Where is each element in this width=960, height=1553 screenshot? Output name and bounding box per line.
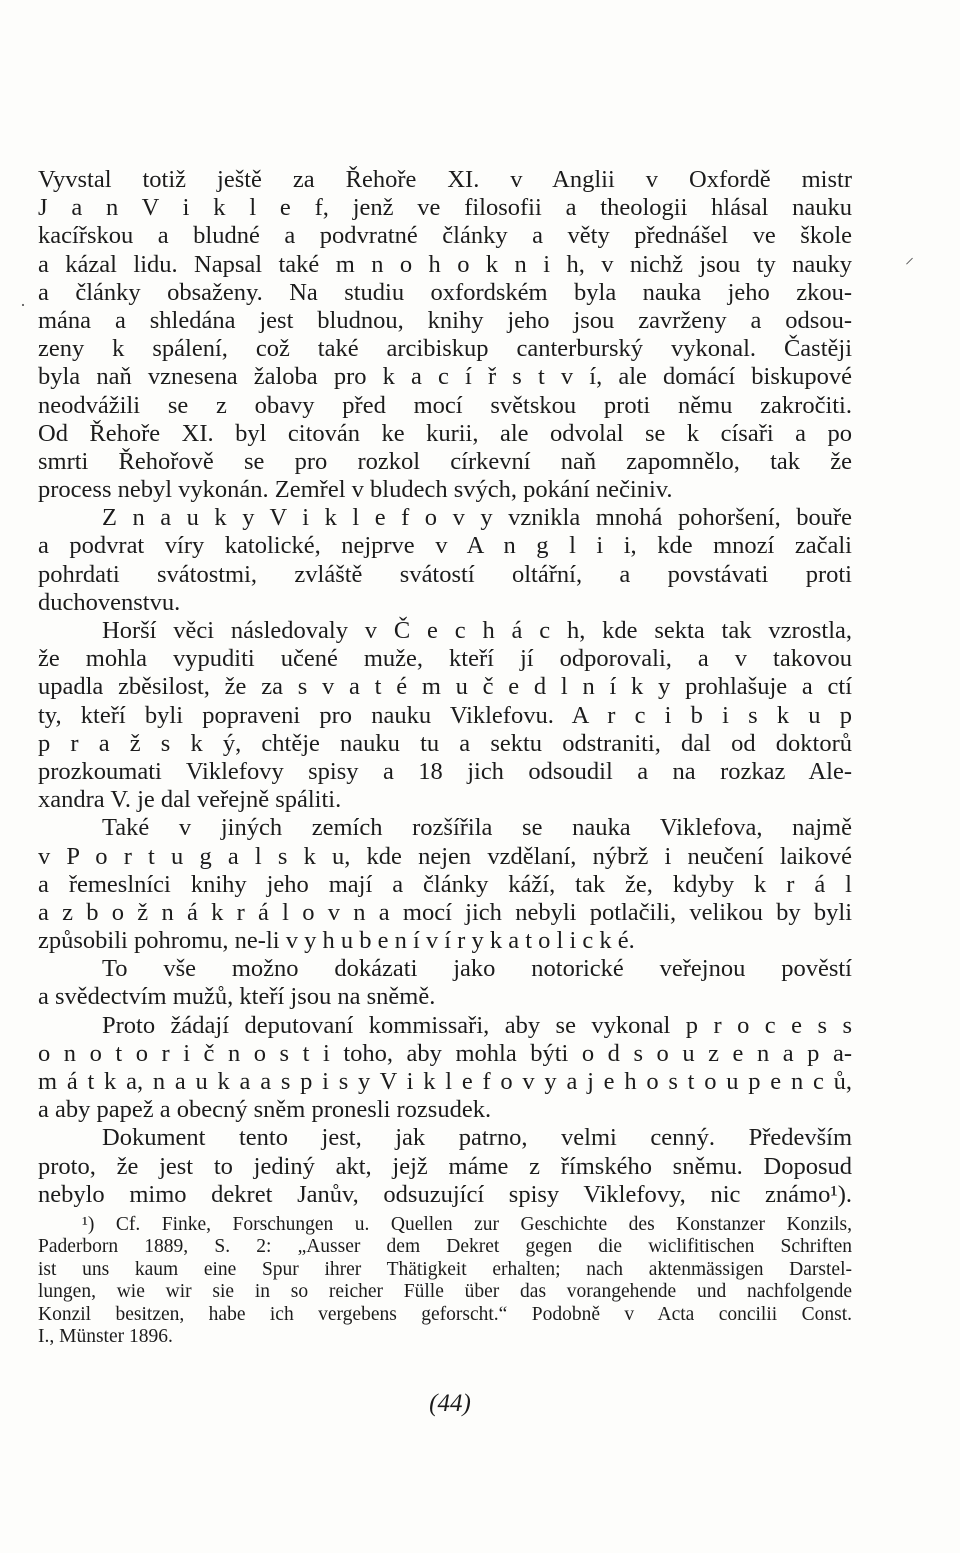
text-line: a z b o ž n á k r á l o v n a mocí jich nebyli potlačili, velikou by byli: [38, 898, 852, 926]
text-line: upadla zběsilost, že za s v a t é m u č e d l n í k y prohlašuje a ctí: [38, 673, 852, 701]
margin-mark: ⸝: [905, 247, 914, 267]
text-line: a kázal lidu. Napsal také m n o h o k n i h, v nichž jsou ty nauky: [38, 250, 852, 278]
text-line: byla naň vznesena žaloba pro k a c í ř s t v í, ale domácí biskupové: [38, 363, 852, 391]
footnote: [38, 1214, 852, 1348]
text-line: a svědectvím mužů, kteří jsou na sněmě.: [38, 983, 436, 1011]
text-line: o n o t o r i č n o s t i toho, aby mohla býti o d s o u z e n a p a-: [38, 1039, 852, 1067]
text-line: nebylo mimo dekret Janův, odsuzující spisy Viklefovy, nic známo¹).: [38, 1180, 852, 1208]
text-line: způsobili pohromu, ne-li v y h u b e n í v í r y k a t o l i c k é.: [38, 927, 635, 955]
text-line: že mohla vypuditi učené muže, kteří jí odporovali, a v takovou: [38, 645, 852, 673]
text-line: To vše možno dokázati jako notorické veřejnou pověstí: [102, 955, 852, 983]
footnote-line: ist uns kaum eine Spur ihrer Thätigkeit erhalten; nach aktenmässigen Darstel-: [38, 1258, 852, 1280]
text-line: Z n a u k y V i k l e f o v y vznikla mnohá pohoršení, bouře: [102, 504, 852, 532]
text-line: process nebyl vykonán. Zemřel v bludech svých, pokání nečiniv.: [38, 476, 673, 504]
text-line: ty, kteří byli popraveni pro nauku Viklefovu. A r c i b i s k u p: [38, 701, 852, 729]
margin-mark: ·: [20, 295, 26, 315]
text-line: zeny k spálení, což také arcibiskup canterburský vykonal. Častěji: [38, 335, 852, 363]
text-line: xandra V. je dal veřejně spáliti.: [38, 786, 342, 814]
text-line: Vyvstal totiž ještě za Řehoře XI. v Anglii v Oxfordě mistr: [38, 166, 852, 193]
text-line: proto, že jest to jediný akt, jejž máme z římského sněmu. Doposud: [38, 1152, 852, 1180]
text-line: Od Řehoře XI. byl citován ke kurii, ale odvolal se k císaři a po: [38, 419, 852, 447]
text-line: Také v jiných zemích rozšířila se nauka Viklefova, najmě: [102, 814, 852, 842]
page-number: (44): [429, 1390, 471, 1417]
footnote-line: ¹) Cf. Finke, Forschungen u. Quellen zur Geschichte des Konstanzer Konzils,: [82, 1214, 852, 1235]
text-line: smrti Řehořově se pro rozkol církevní naň zapomnělo, tak že: [38, 447, 852, 475]
text-line: duchovenstvu.: [38, 588, 181, 616]
text-line: neodvážili se z obavy před mocí světskou proti němu zakročiti.: [38, 391, 852, 419]
footnote-line: Paderborn 1889, S. 2: „Ausser dem Dekret gegen die wiclifitischen Schriften: [38, 1236, 852, 1258]
text-line: a řemeslníci knihy jeho mají a články káží, tak že, kdyby k r á l: [38, 870, 852, 898]
text-line: Horší věci následovaly v Č e c h á c h, kde sekta tak vzrostla,: [102, 617, 852, 644]
text-line: J a n V i k l e f, jenž ve filosofii a theologii hlásal nauku: [38, 194, 852, 222]
text-line: p r a ž s k ý, chtěje nauku tu a sektu odstraniti, dal od doktorů: [38, 729, 852, 757]
main-text: [38, 166, 852, 1209]
footnote-line: I., Münster 1896.: [38, 1325, 173, 1347]
text-line: mána a shledána jest bludnou, knihy jeho jsou zavrženy a odsou-: [38, 306, 852, 334]
footnote-line: Konzil besitzen, habe ich vergebens geforscht.“ Podobně v Acta concilii Const.: [38, 1303, 852, 1325]
text-line: Dokument tento jest, jak patrno, velmi cenný. Především: [102, 1124, 852, 1152]
text-line: kacířskou a bludné a podvratné články a věty přednášel ve škole: [38, 222, 852, 250]
text-line: a aby papež a obecný sněm pronesli rozsudek.: [38, 1096, 492, 1124]
text-line: prozkoumati Viklefovy spisy a 18 jich odsoudil a na rozkaz Ale-: [38, 757, 852, 785]
text-line: a podvrat víry katolické, nejprve v A n g l i i, kde mnozí začali: [38, 532, 852, 560]
text-line: pohrdati svátostmi, zvláště svátostí oltářní, a povstávati proti: [38, 560, 852, 588]
text-line: a články obsaženy. Na studiu oxfordském byla nauka jeho zkou-: [38, 278, 852, 306]
footnote-line: lungen, wie wir sie in so reicher Fülle über das vorangehende und nachfolgende: [38, 1281, 852, 1303]
text-line: m á t k a, n a u k a a s p i s y V i k l e f o v y a j e h o s t o u p e n c ů,: [38, 1068, 852, 1095]
text-line: v P o r t u g a l s k u, kde nejen vzdělaní, nýbrž i neučení laikové: [38, 842, 852, 870]
text-line: Proto žádají deputovaní kommissaři, aby se vykonal p r o c e s s: [102, 1011, 852, 1039]
